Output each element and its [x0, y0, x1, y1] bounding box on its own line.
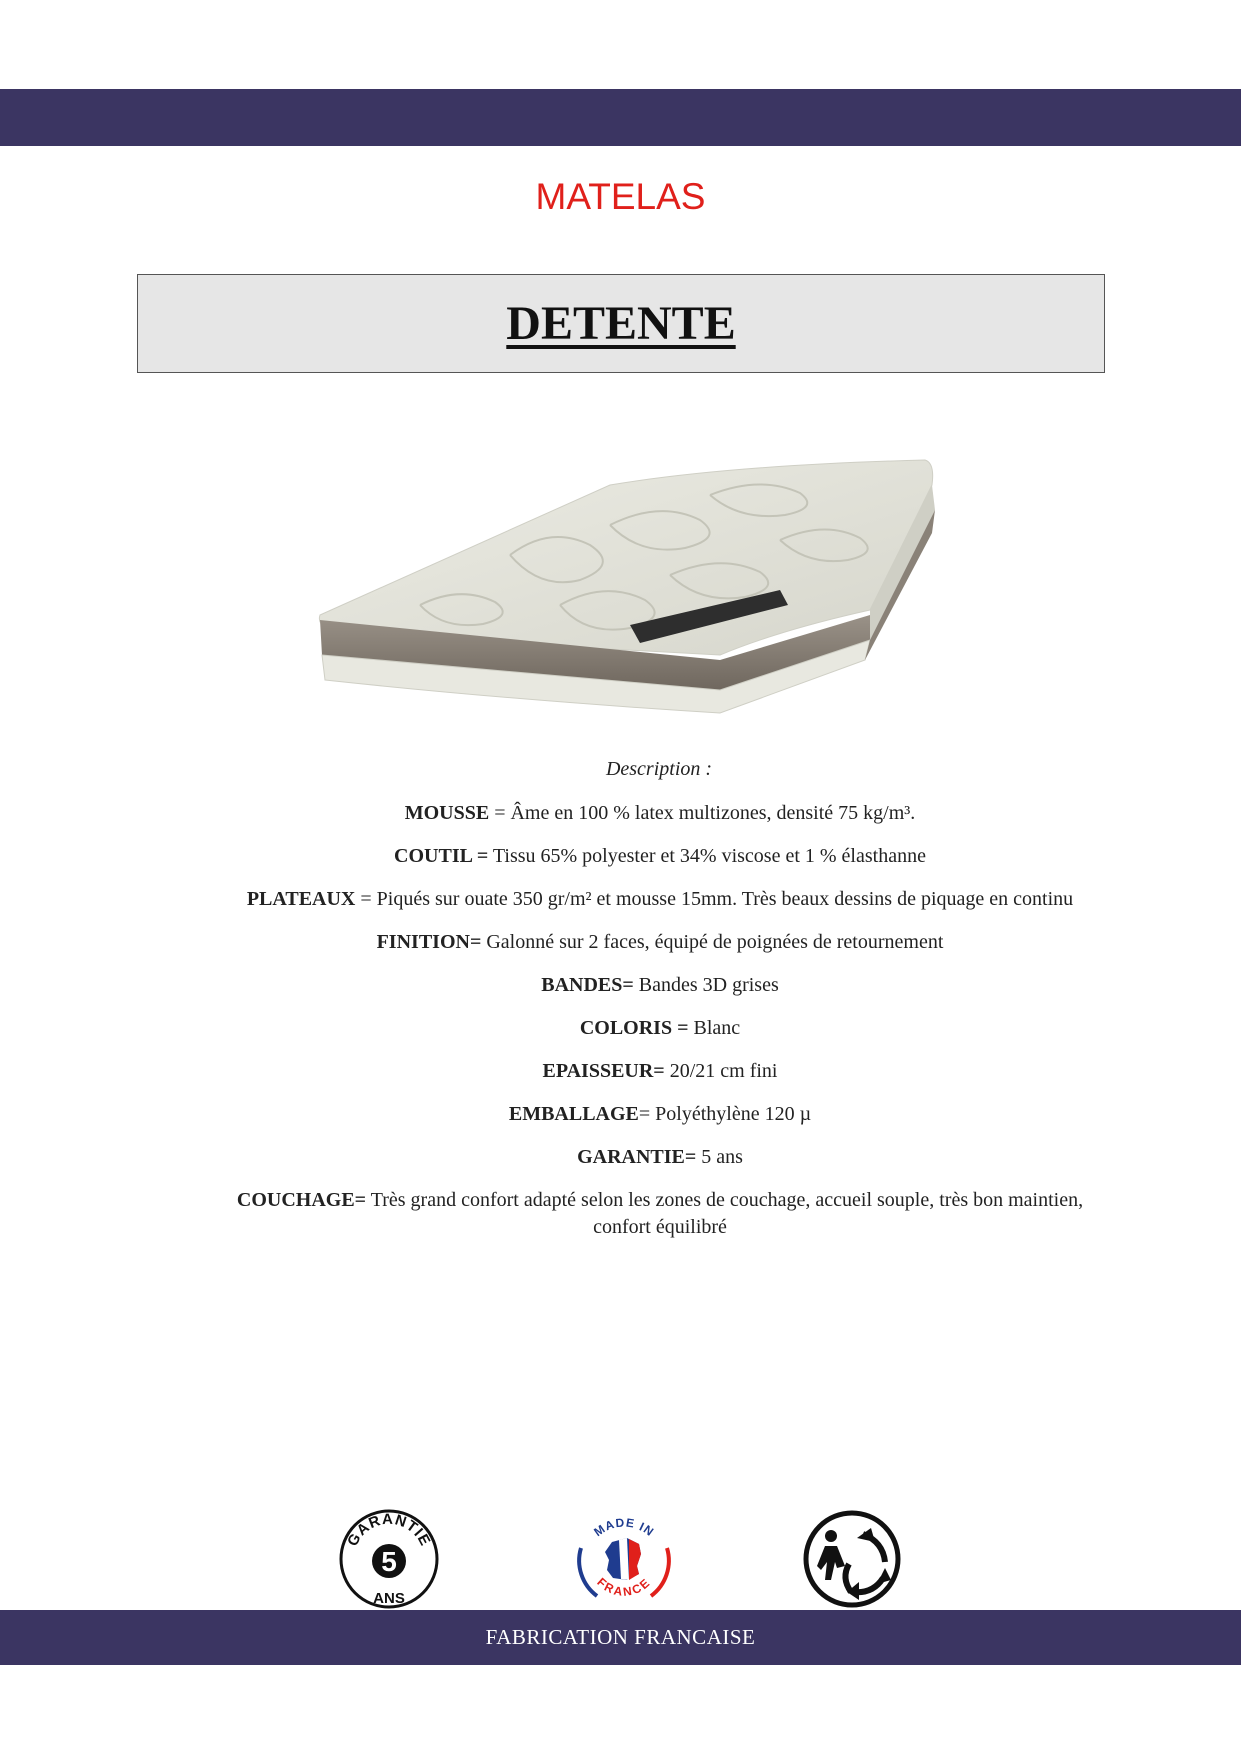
- spec-value: Très grand confort adapté selon les zones de couchage, accueil souple, très bon maintien, confort équilibré: [370, 1189, 1084, 1238]
- spec-epaisseur: [210, 1058, 1110, 1085]
- spec-value: Polyéthylène 120 µ: [655, 1103, 812, 1125]
- svg-text:MADE IN: MADE IN: [591, 1515, 657, 1540]
- spec-label: COUCHAGE=: [236, 1189, 367, 1211]
- spec-garantie: [210, 1144, 1110, 1171]
- triman-recycle-icon: [801, 1508, 903, 1610]
- spec-value: Piqués sur ouate 350 gr/m² et mousse 15mm. Très beaux dessins de piquage en continu: [376, 888, 1074, 910]
- spec-value: Blanc: [693, 1017, 741, 1039]
- svg-text:ANS: ANS: [373, 1590, 405, 1607]
- spec-couchage: [210, 1187, 1110, 1241]
- spec-label: GARANTIE=: [577, 1146, 697, 1168]
- footer-text: FABRICATION FRANCAISE: [485, 1625, 756, 1649]
- spec-label: PLATEAUX: [246, 888, 356, 910]
- spec-mousse: MOUSSE = Âme en 100 % latex multizones, densité 75 kg/m³.: [404, 802, 916, 824]
- spec-value: Âme en 100 % latex multizones, densité 75 kg/m³.: [510, 802, 916, 824]
- footer-band: [0, 1610, 1241, 1665]
- product-category: MATELAS: [535, 176, 706, 217]
- spec-bandes: [210, 972, 1110, 999]
- spec-label: BANDES=: [541, 974, 634, 996]
- spec-coutil: [210, 843, 1110, 870]
- product-title: DETENTE: [506, 297, 736, 350]
- svg-text:5: 5: [381, 1546, 397, 1577]
- svg-text:FRANCE: FRANCE: [594, 1574, 654, 1599]
- spec-label: COUTIL =: [394, 845, 489, 867]
- spec-finition: [210, 929, 1110, 956]
- spec-list: [210, 800, 1110, 1257]
- spec-value: Bandes 3D grises: [638, 974, 779, 996]
- warranty-badge-icon: [338, 1508, 440, 1610]
- spec-label: MOUSSE: [404, 802, 490, 824]
- spec-value: 20/21 cm fini: [669, 1060, 778, 1082]
- description-heading: Description :: [605, 758, 713, 780]
- svg-text:GARANTIE: GARANTIE: [344, 1510, 434, 1550]
- made-in-france-icon: [567, 1508, 681, 1608]
- spec-value: 5 ans: [701, 1146, 743, 1168]
- spec-emballage: EMBALLAGE= Polyéthylène 120 µ: [508, 1103, 812, 1125]
- spec-value: Galonné sur 2 faces, équipé de poignées de retournement: [486, 931, 944, 953]
- spec-label: EPAISSEUR=: [542, 1060, 665, 1082]
- mattress-image: [310, 455, 950, 730]
- spec-coloris: [210, 1015, 1110, 1042]
- title-box: [137, 274, 1105, 373]
- spec-label: COLORIS =: [579, 1017, 689, 1039]
- spec-plateaux: PLATEAUX = Piqués sur ouate 350 gr/m² et mousse 15mm. Très beaux dessins de piquage en continu: [246, 888, 1074, 910]
- top-band: [0, 89, 1241, 146]
- spec-label: FINITION=: [376, 931, 482, 953]
- spec-value: Tissu 65% polyester et 34% viscose et 1 % élasthanne: [492, 845, 926, 867]
- spec-label: EMBALLAGE: [508, 1103, 639, 1125]
